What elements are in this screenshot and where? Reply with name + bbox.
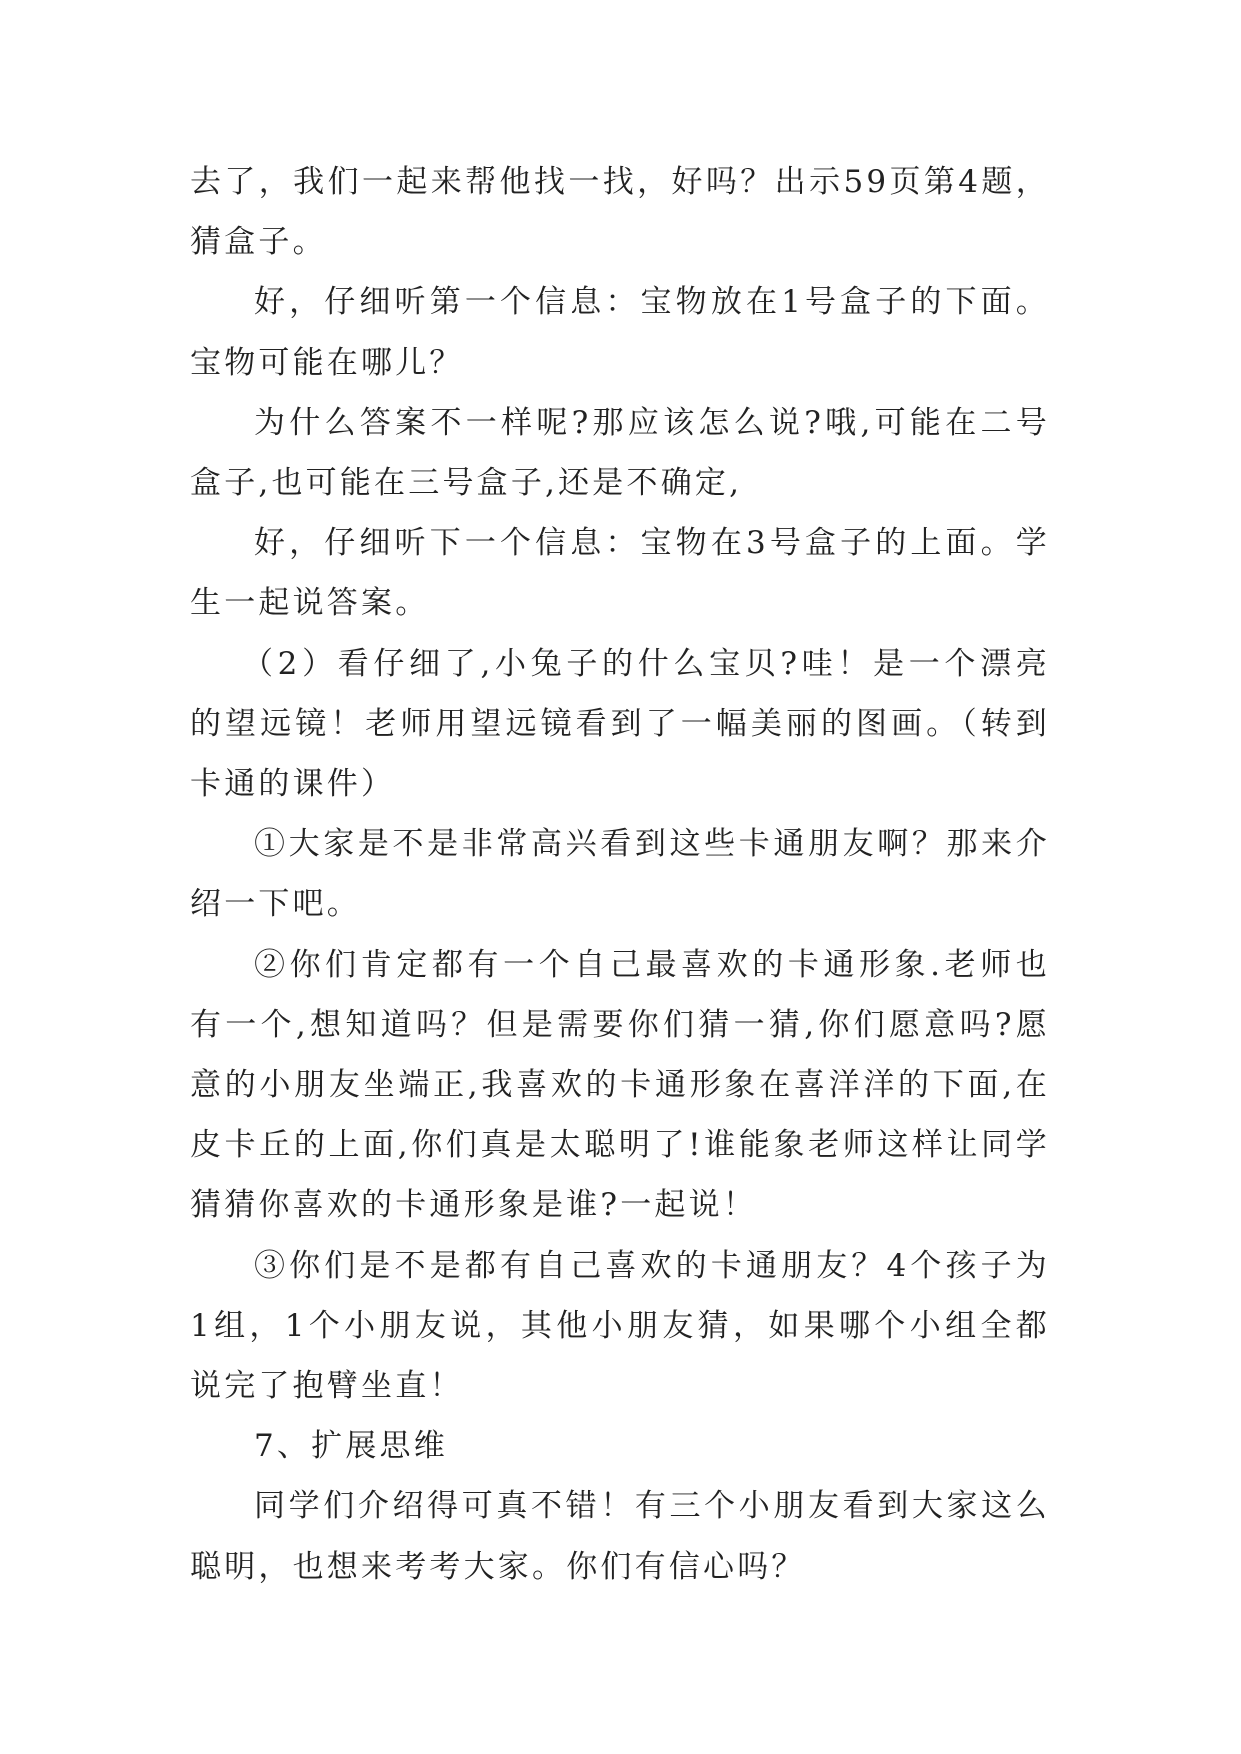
paragraph-continuation: 去了，我们一起来帮他找一找，好吗？出示59页第4题，猜盒子。 — [190, 164, 1050, 261]
paragraph-why-different: 为什么答案不一样呢?那应该怎么说?哦,可能在二号盒子,也可能在三号盒子,还是不确定, — [190, 404, 1050, 502]
document-body — [190, 152, 1050, 1597]
paragraph-first-clue: 好，仔细听第一个信息：宝物放在1号盒子的下面。宝物可能在哪儿？ — [190, 284, 1050, 381]
paragraph-next-clue: 好，仔细听下一个信息：宝物在3号盒子的上面。学生一起说答案。 — [190, 525, 1050, 622]
paragraph-item-1: ①大家是不是非常高兴看到这些卡通朋友啊？那来介绍一下吧。 — [190, 826, 1050, 923]
section-heading-extend-thinking: 7、扩展思维 — [254, 1428, 448, 1465]
paragraph-item-3: ③你们是不是都有自己喜欢的卡通朋友？4个孩子为1组，1个小朋友说，其他小朋友猜，如果哪个小组全都说完了抱臂坐直！ — [190, 1247, 1050, 1405]
paragraph-item-2: ②你们肯定都有一个自己最喜欢的卡通形象.老师也有一个,想知道吗？但是需要你们猜一猜,你们愿意吗?愿意的小朋友坐端正,我喜欢的卡通形象在喜洋洋的下面,在皮卡丘的上面,你们真是太聪明了!谁能象老师这样让同学猜猜你喜欢的卡通形象是谁?一起说！ — [190, 946, 1050, 1224]
paragraph-closing: 同学们介绍得可真不错！有三个小朋友看到大家这么聪明，也想来考考大家。你们有信心吗？ — [190, 1488, 1050, 1585]
paragraph-telescope: （2）看仔细了,小兔子的什么宝贝?哇！是一个漂亮的望远镜！老师用望远镜看到了一幅美丽的图画。（转到卡通的课件） — [190, 645, 1050, 803]
